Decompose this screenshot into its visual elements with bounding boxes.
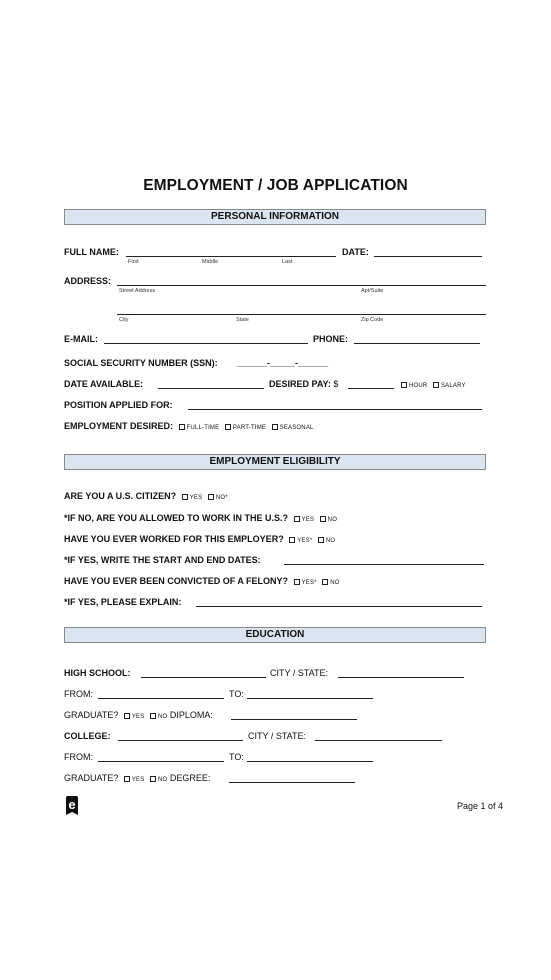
email-label: E-MAIL: [64, 334, 98, 344]
hs-city-state-field[interactable] [338, 677, 464, 678]
college-graduate-label: GRADUATE? [64, 773, 119, 783]
phone-field[interactable] [354, 343, 480, 344]
date-label: DATE: [342, 247, 369, 257]
salary-option[interactable]: SALARY [433, 379, 466, 389]
college-graduate-no-checkbox[interactable] [150, 776, 156, 782]
high-school-field[interactable] [141, 677, 266, 678]
seasonal-option[interactable]: SEASONAL [272, 421, 314, 431]
worked-no-option[interactable]: NO [318, 534, 335, 544]
section-header-personal: PERSONAL INFORMATION [64, 209, 486, 225]
zip-code-caption: Zip Code [361, 317, 384, 323]
full-name-field[interactable] [126, 256, 336, 257]
street-address-caption: Street Address [119, 288, 156, 294]
citizen-row [64, 491, 228, 504]
email-field[interactable] [104, 343, 308, 344]
hs-from-label: FROM: [64, 689, 93, 699]
allowed-yes-checkbox[interactable] [294, 516, 300, 522]
pay-type-options [398, 379, 466, 392]
citizen-question: ARE YOU A U.S. CITIZEN? [64, 491, 177, 501]
date-available-field[interactable] [158, 388, 264, 389]
hs-from-field[interactable] [98, 698, 224, 699]
citizen-no-checkbox[interactable] [208, 494, 214, 500]
hs-graduate-no-option[interactable]: NO [150, 710, 167, 720]
employment-desired-label: EMPLOYMENT DESIRED: [64, 421, 174, 431]
college-graduate-row [64, 773, 210, 786]
part-time-checkbox[interactable] [225, 424, 231, 430]
city-state-zip-field[interactable] [117, 314, 486, 315]
eforms-logo-icon: e [66, 796, 78, 812]
felony-yes-checkbox[interactable] [294, 579, 300, 585]
apt-suite-caption: Apt/Suite [361, 288, 384, 294]
diploma-field[interactable] [231, 719, 357, 720]
worked-before-row [64, 534, 335, 547]
explain-field[interactable] [196, 606, 482, 607]
hour-checkbox[interactable] [401, 382, 407, 388]
salary-checkbox[interactable] [433, 382, 439, 388]
college-to-label: TO: [229, 752, 244, 762]
citizen-yes-checkbox[interactable] [182, 494, 188, 500]
city-caption: City [119, 317, 129, 323]
worked-yes-option[interactable]: YES* [289, 534, 312, 544]
phone-label: PHONE: [313, 334, 349, 344]
diploma-label: DIPLOMA: [169, 710, 213, 720]
hs-graduate-row [64, 710, 213, 723]
allowed-no-checkbox[interactable] [320, 516, 326, 522]
felony-no-checkbox[interactable] [322, 579, 328, 585]
employment-desired-row [64, 421, 314, 434]
college-city-state-field[interactable] [315, 740, 442, 741]
worked-yes-checkbox[interactable] [289, 537, 295, 543]
hs-graduate-yes-option[interactable]: YES [124, 710, 145, 720]
date-available-label: DATE AVAILABLE: [64, 379, 144, 389]
middle-name-caption: Middle [202, 259, 219, 265]
allowed-to-work-row [64, 513, 337, 526]
college-from-label: FROM: [64, 752, 93, 762]
full-time-option[interactable]: FULL-TIME [179, 421, 220, 431]
felony-yes-option[interactable]: YES* [294, 576, 317, 586]
street-address-field[interactable] [117, 285, 486, 286]
allowed-no-option[interactable]: NO [320, 513, 337, 523]
hs-graduate-no-checkbox[interactable] [150, 713, 156, 719]
start-end-dates-field[interactable] [284, 564, 484, 565]
college-graduate-no-option[interactable]: NO [150, 773, 167, 783]
hs-city-state-label: CITY / STATE: [270, 668, 329, 678]
college-city-state-label: CITY / STATE: [248, 731, 307, 741]
felony-no-option[interactable]: NO [322, 576, 339, 586]
section-header-eligibility: EMPLOYMENT ELIGIBILITY [64, 454, 486, 470]
citizen-yes-option[interactable]: YES [182, 491, 203, 501]
college-field[interactable] [118, 740, 243, 741]
hs-to-label: TO: [229, 689, 244, 699]
hs-graduate-label: GRADUATE? [64, 710, 119, 720]
allowed-to-work-question: *IF NO, ARE YOU ALLOWED TO WORK IN THE U.S.? [64, 513, 289, 523]
first-name-caption: First [128, 259, 139, 265]
address-label: ADDRESS: [64, 276, 112, 286]
degree-field[interactable] [229, 782, 355, 783]
start-end-dates-label: *IF YES, WRITE THE START AND END DATES: [64, 555, 261, 565]
high-school-label: HIGH SCHOOL: [64, 668, 131, 678]
felony-row [64, 576, 340, 589]
page-number: Page 1 of 4 [456, 801, 503, 811]
part-time-option[interactable]: PART-TIME [225, 421, 266, 431]
hs-to-field[interactable] [247, 698, 373, 699]
position-label: POSITION APPLIED FOR: [64, 400, 173, 410]
college-graduate-yes-checkbox[interactable] [124, 776, 130, 782]
position-field[interactable] [188, 409, 482, 410]
state-caption: State [236, 317, 249, 323]
allowed-yes-option[interactable]: YES [294, 513, 315, 523]
currency-symbol: $ [333, 379, 339, 389]
desired-pay-field[interactable] [348, 388, 394, 389]
desired-pay-text: DESIRED PAY: [269, 379, 331, 389]
hour-option[interactable]: HOUR [401, 379, 427, 389]
page-title: EMPLOYMENT / JOB APPLICATION [143, 177, 408, 194]
citizen-no-option[interactable]: NO* [208, 491, 228, 501]
full-name-label: FULL NAME: [64, 247, 119, 257]
hs-graduate-yes-checkbox[interactable] [124, 713, 130, 719]
last-name-caption: Last [282, 259, 293, 265]
seasonal-checkbox[interactable] [272, 424, 278, 430]
ssn-field[interactable]: ______-_____-______ [237, 358, 329, 368]
worked-no-checkbox[interactable] [318, 537, 324, 543]
college-from-field[interactable] [98, 761, 224, 762]
date-field[interactable] [374, 256, 482, 257]
ssn-label: SOCIAL SECURITY NUMBER (SSN): [64, 358, 218, 368]
desired-pay-label [269, 379, 338, 390]
full-time-checkbox[interactable] [179, 424, 185, 430]
felony-question: HAVE YOU EVER BEEN CONVICTED OF A FELONY? [64, 576, 289, 586]
worked-before-question: HAVE YOU EVER WORKED FOR THIS EMPLOYER? [64, 534, 284, 544]
explain-label: *IF YES, PLEASE EXPLAIN: [64, 597, 182, 607]
college-graduate-yes-option[interactable]: YES [124, 773, 145, 783]
college-to-field[interactable] [247, 761, 373, 762]
section-header-education: EDUCATION [64, 627, 486, 643]
college-label: COLLEGE: [64, 731, 111, 741]
degree-label: DEGREE: [169, 773, 211, 783]
